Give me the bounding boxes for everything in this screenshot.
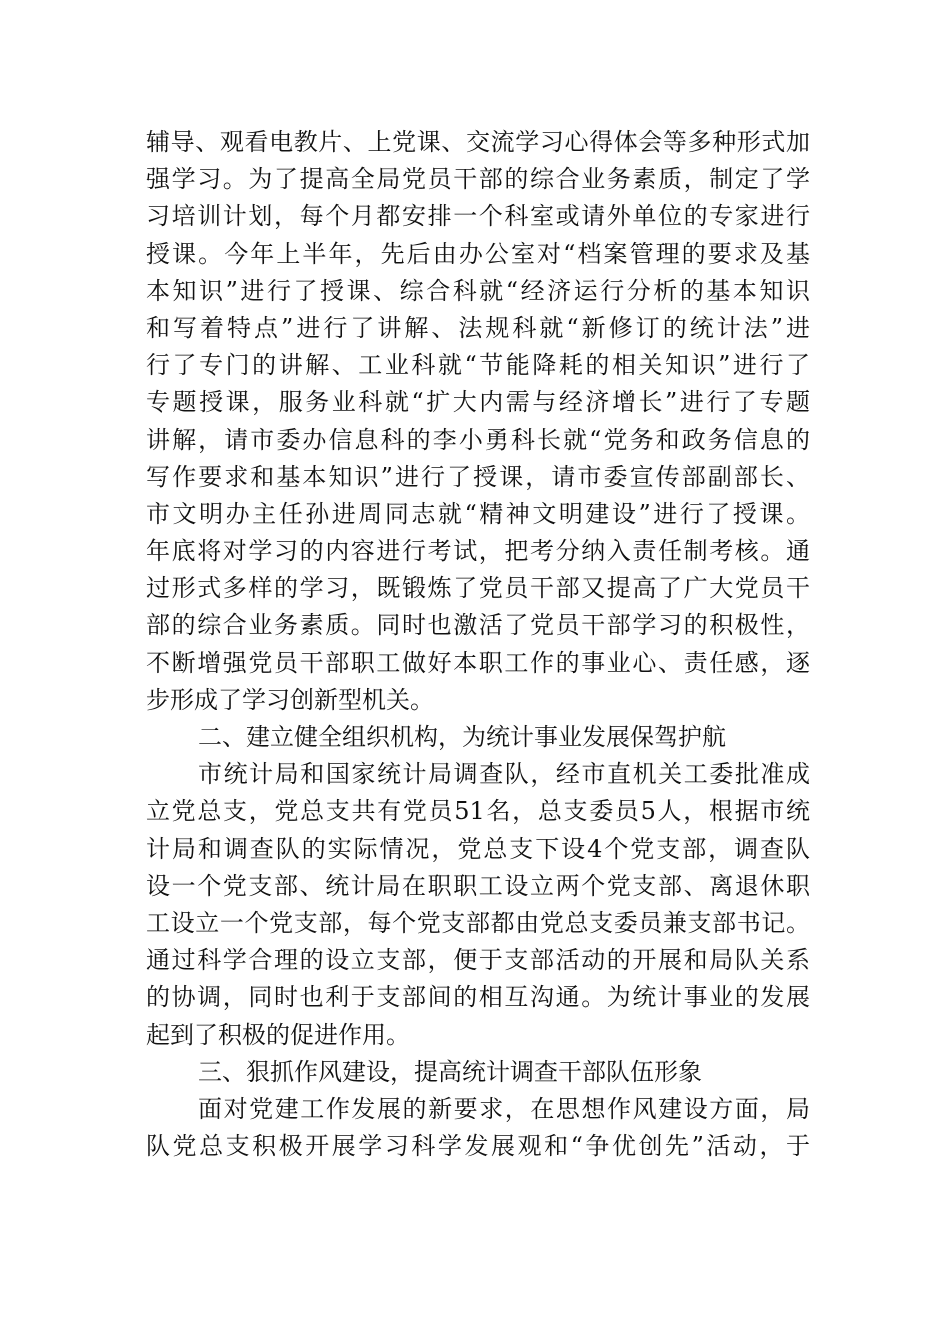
text-line: 专题授课，服务业科就“扩大内需与经济增长”进行了专题	[146, 388, 810, 417]
text-line: 授课。今年上半年，先后由办公室对“档案管理的要求及基	[146, 239, 810, 268]
text-line: 设一个党支部、统计局在职职工设立两个党支部、离退休职	[146, 871, 810, 900]
document-body	[146, 124, 810, 1165]
text-line: 工设立一个党支部，每个党支部都由党总支委员兼支部书记。	[146, 908, 810, 937]
text-line: 过形式多样的学习，既锻炼了党员干部又提高了广大党员干	[146, 574, 810, 603]
text-line: 年底将对学习的内容进行考试，把考分纳入责任制考核。通	[146, 537, 810, 566]
text-line: 市文明办主任孙进周同志就“精神文明建设”进行了授课。	[146, 499, 810, 528]
section-heading: 二、建立健全组织机构，为统计事业发展保驾护航	[198, 723, 726, 751]
text-line: 行了专门的讲解、工业科就“节能降耗的相关知识”进行了	[146, 351, 810, 380]
text-line: 计局和调查队的实际情况，党总支下设4个党支部，调查队	[146, 834, 810, 863]
text-line: 写作要求和基本知识”进行了授课，请市委宣传部副部长、	[146, 462, 810, 491]
text-line: 面对党建工作发展的新要求，在思想作风建设方面，局	[198, 1094, 810, 1123]
text-line: 队党总支积极开展学习科学发展观和“争优创先”活动，于	[146, 1132, 810, 1161]
text-line: 强学习。为了提高全局党员干部的综合业务素质，制定了学	[146, 165, 810, 194]
text-line: 市统计局和国家统计局调查队，经市直机关工委批准成	[198, 760, 810, 789]
text-line: 和写着特点”进行了讲解、法规科就“新修订的统计法”进	[146, 313, 810, 342]
text-line: 辅导、观看电教片、上党课、交流学习心得体会等多种形式加	[146, 128, 810, 156]
section-heading: 三、狠抓作风建设，提高统计调查干部队伍形象	[198, 1057, 702, 1086]
text-line: 通过科学合理的设立支部，便于支部活动的开展和局队关系	[146, 946, 810, 975]
text-line: 习培训计划，每个月都安排一个科室或请外单位的专家进行	[146, 202, 810, 231]
text-line: 起到了积极的促进作用。	[146, 1020, 410, 1049]
text-line: 不断增强党员干部职工做好本职工作的事业心、责任感，逐	[146, 648, 810, 677]
text-line: 部的综合业务素质。同时也激活了党员干部学习的积极性，	[146, 611, 810, 640]
text-line: 的协调，同时也利于支部间的相互沟通。为统计事业的发展	[146, 983, 810, 1012]
text-line: 讲解，请市委办信息科的李小勇科长就“党务和政务信息的	[146, 425, 810, 454]
text-line: 立党总支，党总支共有党员51名，总支委员5人，根据市统	[146, 797, 810, 826]
text-line: 步形成了学习创新型机关。	[146, 685, 434, 714]
text-line: 本知识”进行了授课、综合科就“经济运行分析的基本知识	[146, 276, 810, 305]
